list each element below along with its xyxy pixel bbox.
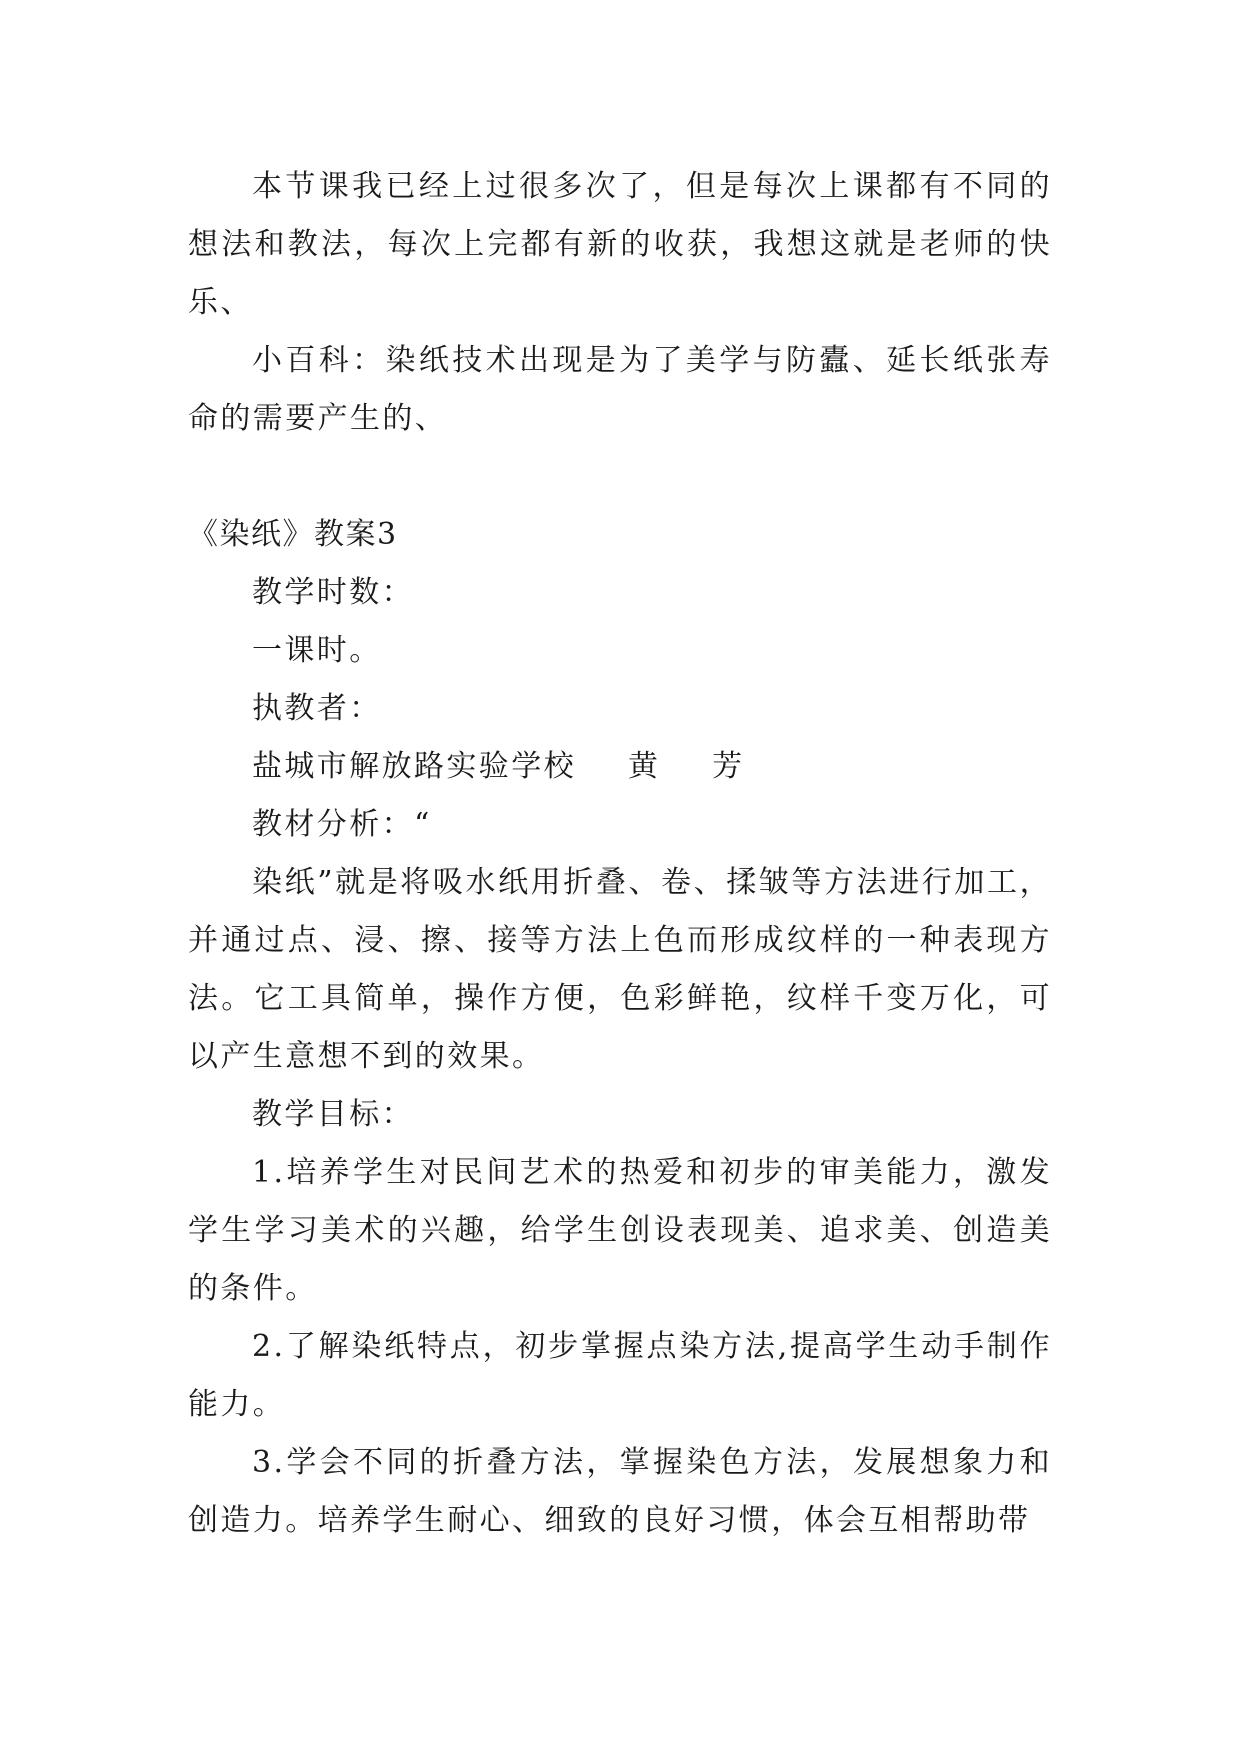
section-spacer (188, 448, 1052, 506)
teacher-value: 盐城市解放路实验学校 黄 芳 (252, 749, 745, 784)
section-title: 《染纸》教案3 (188, 517, 398, 552)
intro-paragraph-reflection: 本节课我已经上过很多次了，但是每次上课都有不同的想法和教法，每次上完都有新的收获，我想这就是老师的快乐、 (188, 169, 1052, 320)
material-analysis-text: 染纸”就是将吸水纸用折叠、卷、揉皱等方法进行加工，并通过点、浸、擦、接等方法上色而形成纹样的一种表现方法。它工具简单，操作方便，色彩鲜艳，纹样千变万化，可以产生意想不到的效果。 (188, 865, 1052, 1074)
document-body (188, 158, 1052, 1550)
teaching-goals-label: 教学目标： (252, 1097, 414, 1132)
teaching-goal-item: 3.学会不同的折叠方法，掌握染色方法，发展想象力和创造力。培养学生耐心、细致的良好习惯，体会互相帮助带 (188, 1445, 1052, 1538)
teaching-goal-item: 1.培养学生对民间艺术的热爱和初步的审美能力，激发学生学习美术的兴趣，给学生创设表现美、追求美、创造美的条件。 (188, 1155, 1052, 1306)
teacher-label: 执教者： (252, 691, 382, 726)
teaching-hours-label: 教学时数： (252, 575, 414, 610)
teaching-goal-item: 2.了解染纸特点，初步掌握点染方法,提高学生动手制作能力。 (188, 1329, 1052, 1422)
material-analysis-label: 教材分析：“ (252, 807, 432, 842)
intro-paragraph-encyclopedia: 小百科：染纸技术出现是为了美学与防蠹、延长纸张寿命的需要产生的、 (188, 343, 1052, 436)
teaching-hours-value: 一课时。 (252, 633, 382, 668)
